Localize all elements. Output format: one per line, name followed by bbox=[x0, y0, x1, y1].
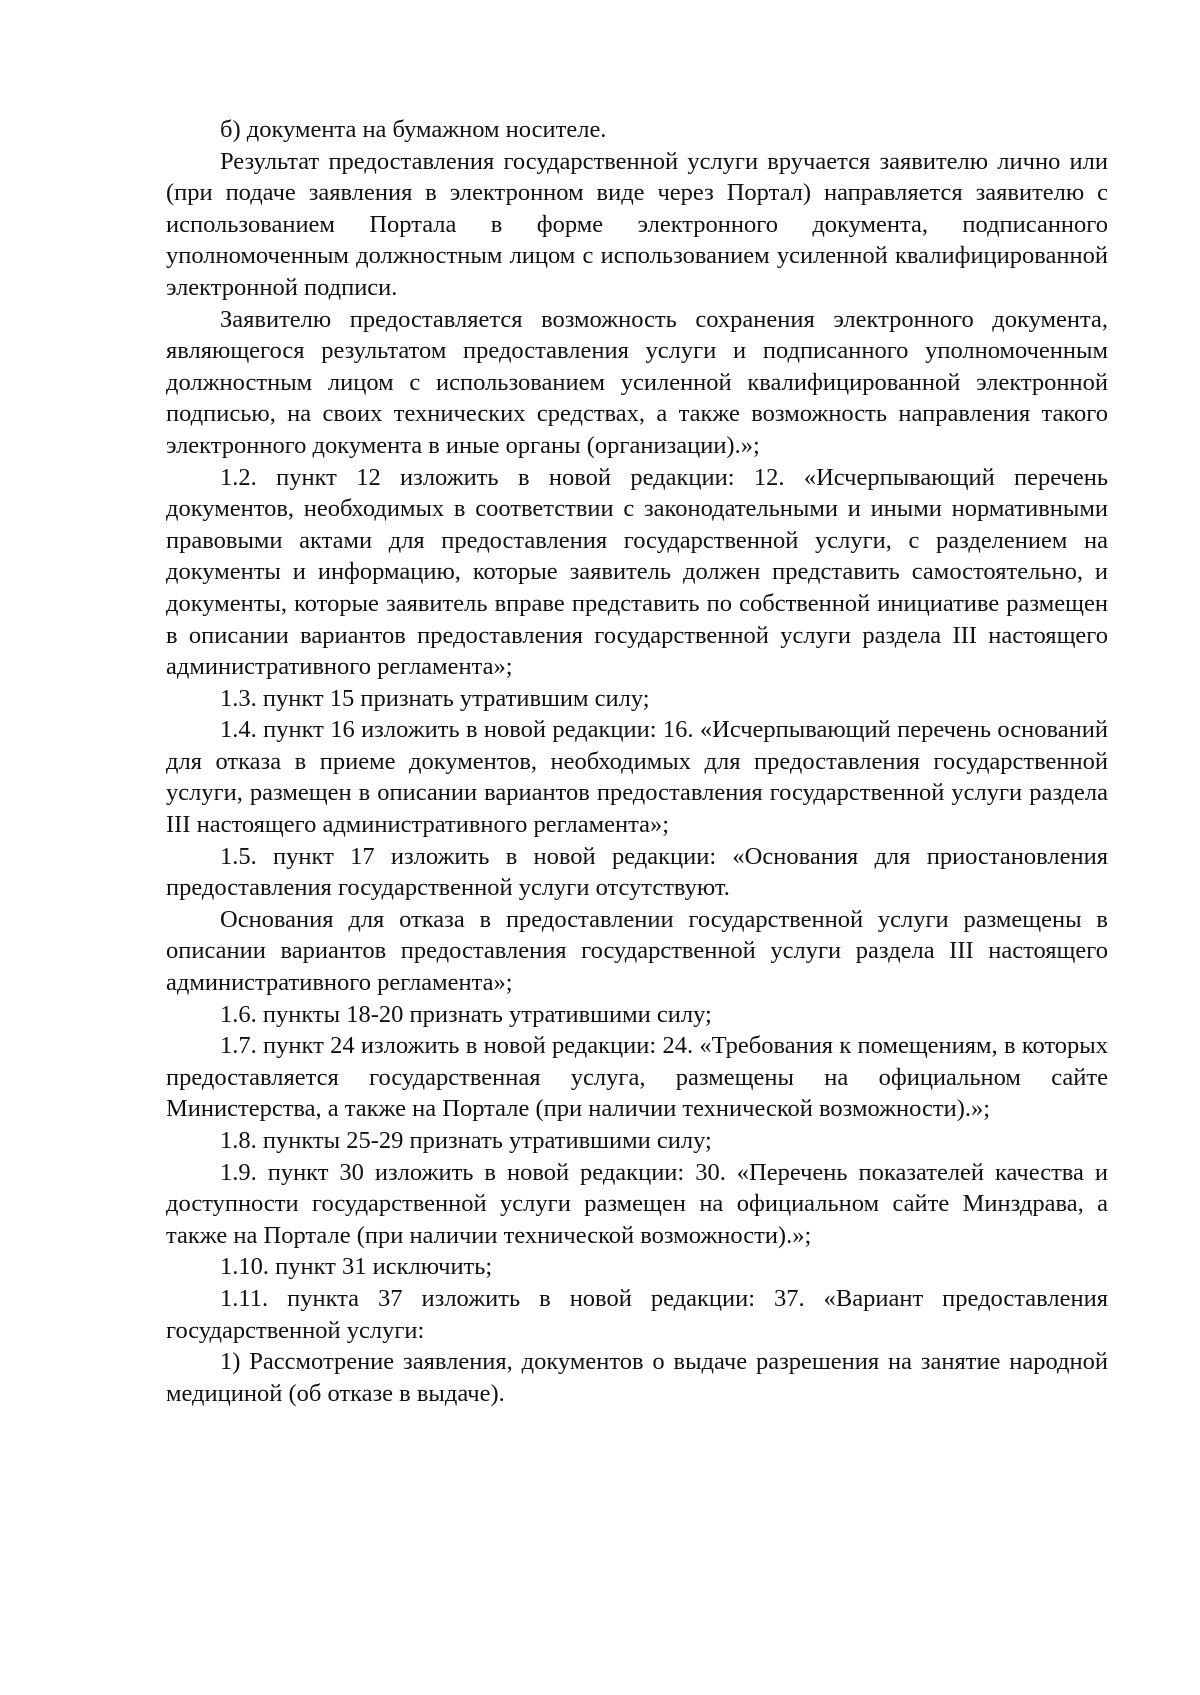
paragraph-electronic-document-saving: Заявителю предоставляется возможность сохранения электронного документа, являющегося результатом предоставления услуги и подписанного уполномоченным должностным лицом с использованием усиленной квалифицированной электронной подписью, на своих технических средствах, а также возможность направления такого электронного документа в иные органы (организации).»; bbox=[166, 305, 1108, 459]
paragraph-item-1-3: 1.3. пункт 15 признать утратившим силу; bbox=[220, 684, 650, 712]
paragraph-item-1-8: 1.8. пункты 25-29 признать утратившими силу; bbox=[220, 1127, 712, 1154]
paragraph-item-1-5: 1.5. пункт 17 изложить в новой редакции: «Основания для приостановления предоставления государственной услуги отсутствуют. bbox=[166, 842, 1108, 902]
paragraph-item-1-6: 1.6. пункты 18-20 признать утратившими силу; bbox=[220, 1000, 712, 1028]
paragraph-result-paper-document: б) документа на бумажном носителе. bbox=[220, 116, 607, 143]
document-body bbox=[166, 114, 1108, 1409]
paragraph-result-delivery: Результат предоставления государственной услуги вручается заявителю лично или (при подаче заявления в электронном виде через Портал) направляется заявителю с использованием Портала в форме электронного документа, подписанного уполномоченным должностным лицом с использованием усиленной квалифицированной электронной подписи. bbox=[166, 147, 1108, 301]
paragraph-item-1-7: 1.7. пункт 24 изложить в новой редакции: 24. «Требования к помещениям, в которых предоставляется государственная услуга, размещены на официальном сайте Министерства, а также на Портале (при наличии технической возможности).»; bbox=[166, 1032, 1108, 1123]
paragraph-refusal-grounds: Основания для отказа в предоставлении государственной услуги размещены в описании вариантов предоставления государственной услуги раздела III настоящего административного регламента»; bbox=[166, 905, 1108, 997]
paragraph-item-1-9: 1.9. пункт 30 изложить в новой редакции: 30. «Перечень показателей качества и доступности государственной услуги размещен на официальном сайте Минздрава, а также на Портале (при наличии технической возможности).»; bbox=[166, 1158, 1108, 1249]
paragraph-variant-1: 1) Рассмотрение заявления, документов о выдаче разрешения на занятие народной медициной (об отказе в выдаче). bbox=[166, 1348, 1108, 1407]
paragraph-item-1-10: 1.10. пункт 31 исключить; bbox=[220, 1253, 493, 1281]
paragraph-item-1-11: 1.11. пункта 37 изложить в новой редакции: 37. «Вариант предоставления государственной услуги: bbox=[166, 1284, 1108, 1344]
paragraph-item-1-4: 1.4. пункт 16 изложить в новой редакции: 16. «Исчерпывающий перечень оснований для отказа в приеме документов, необходимых для предоставления государственной услуги, размещен в описании вариантов предоставления государственной услуги раздела III настоящего административного регламента»; bbox=[166, 716, 1108, 839]
paragraph-item-1-2: 1.2. пункт 12 изложить в новой редакции: 12. «Исчерпывающий перечень документов, необходимых в соответствии с законодательными и иными нормативными правовыми актами для предоставления государственной услуги, с разделением на документы и информацию, которые заявитель должен представить самостоятельно, и документы, которые заявитель вправе представить по собственной инициативе размещен в описании вариантов предоставления государственной услуги раздела III настоящего административного регламента»; bbox=[166, 463, 1108, 681]
